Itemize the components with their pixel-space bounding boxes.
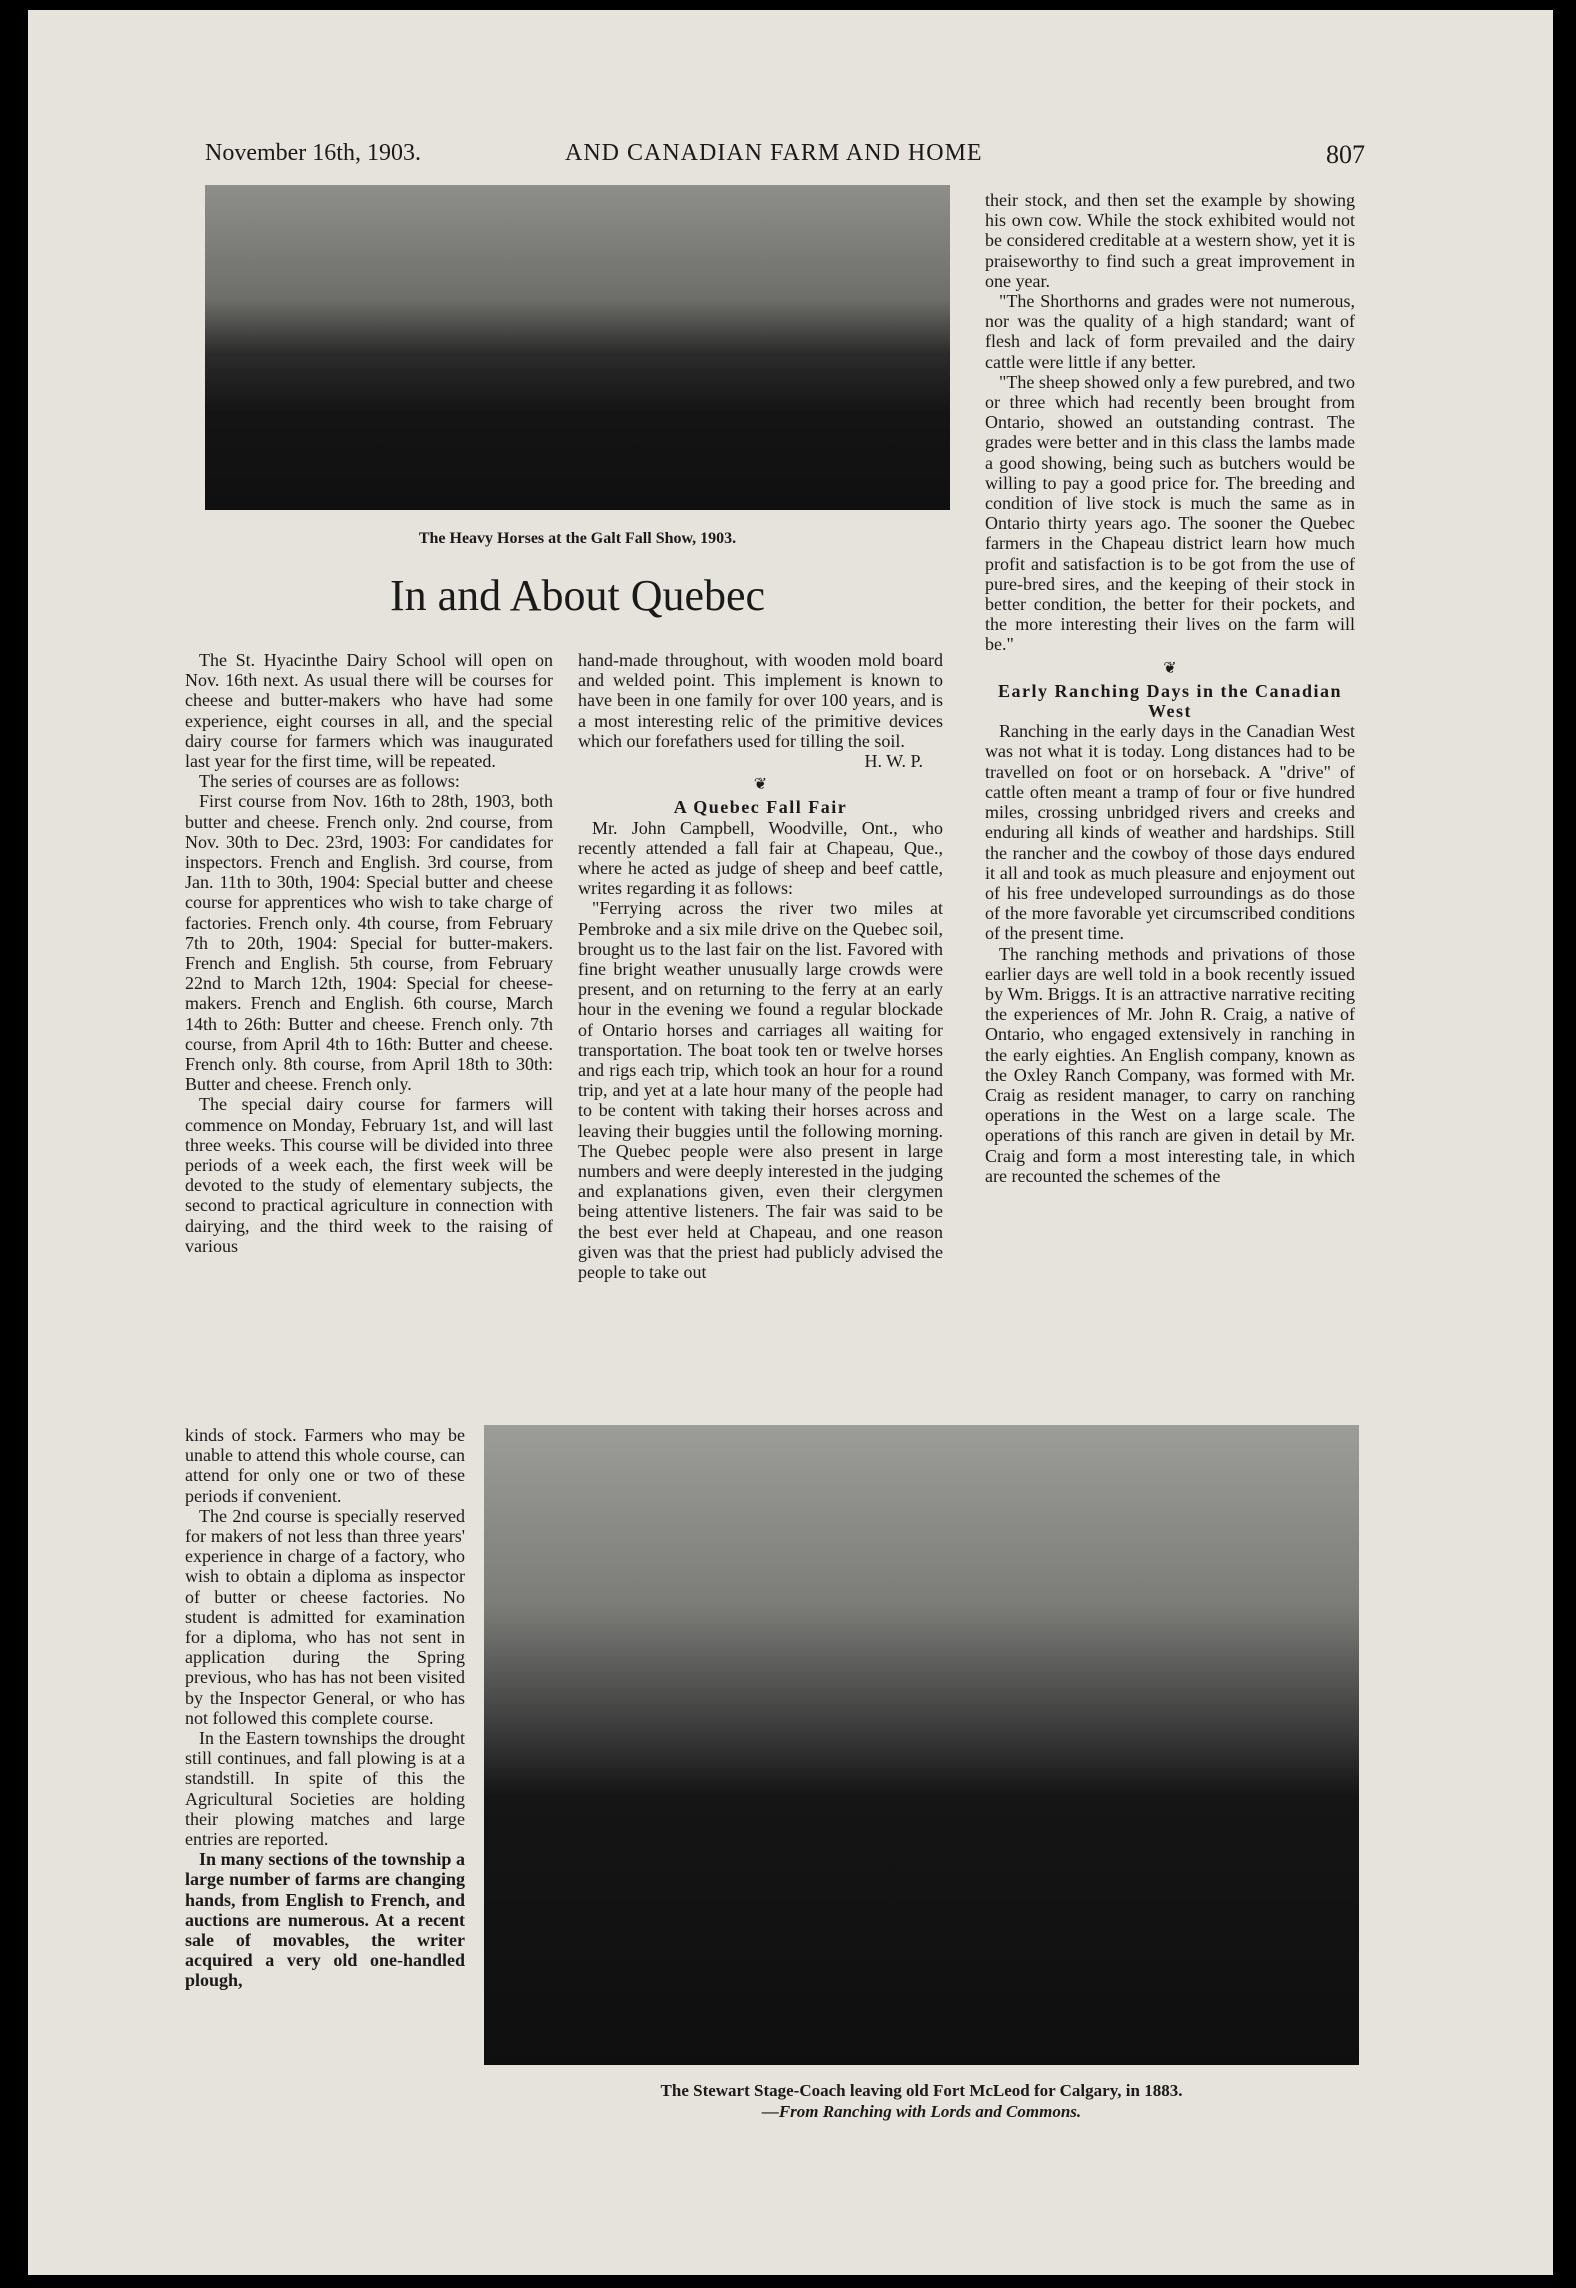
publication-title: AND CANADIAN FARM AND HOME [565,140,983,166]
leaf-ornament-icon: ❦ [1163,659,1177,677]
bottom-photo-caption [484,2080,1359,2122]
paragraph: hand-made throughout, with wooden mold board and welded point. This implement is known to have been in one family for over 100 years, and is a most interesting relic of the primitive devices which our forefathers used for tilling the soil. [578,650,943,751]
paragraph: In many sections of the township a large number of farms are changing hands, from English to French, and auctions are numerous. At a recent sale of movables, the writer acquired a very old one-handled plough, [185,1849,465,1991]
page-number: 807 [1326,140,1365,169]
top-photo-caption: The Heavy Horses at the Galt Fall Show, 1903. [418,530,737,547]
paragraph: In the Eastern townships the drought still continues, and fall plowing is at a standstill. In spite of this the Agricultural Societies are holding their plowing matches and large entries are reported. [185,1728,465,1850]
issue-date: November 16th, 1903. [205,140,421,166]
paragraph: "The sheep showed only a few purebred, and two or three which had recently been brought from Ontario, showed an outstanding contrast. The grades were better and in this class the lambs made a good showing, being such as butchers would be willing to pay a good price for. The breeding and condition of live stock is much the same as in Ontario thirty years ago. The sooner the Quebec farmers in the Chapeau district learn how much profit and satisfaction is to be got from the use of pure-bred sires, and the keeping of their stock in better condition, the better for their pockets, and the more interesting their lives on the farm will be." [985,371,1355,655]
paragraph: their stock, and then set the example by showing his own cow. While the stock exhibited would not be considered creditable at a western show, yet it is praiseworthy to find such a great improvement in one year. [985,190,1355,291]
signature: H. W. P. [864,751,923,772]
paragraph: The ranching methods and privations of those earlier days are well told in a book recently issued by Wm. Briggs. It is an attractive narrative reciting the experiences of Mr. John R. Craig, a native of Ontario, who engaged extensively in ranching in the early eighties. An English company, known as the Oxley Ranch Company, was formed with Mr. Craig as resident manager, to carry on ranching operations in the West on a large scale. The operations of this ranch are given in detail by Mr. Craig and form a most interesting tale, in which are recounted the schemes of the [985,943,1355,1186]
paragraph: The special dairy course for farmers will commence on Monday, February 1st, and will last three weeks. This course will be divided into three periods of a week each, the first week will be devoted to the study of elementary subjects, the second to practical agriculture in connection with dairying, and the third week to the raising of various [185,1094,553,1256]
subhead-quebec-fall-fair: A Quebec Fall Fair [673,797,848,818]
paragraph: The St. Hyacinthe Dairy School will open on Nov. 16th next. As usual there will be courses for cheese and butter-makers who have had some experience, eight courses in all, and the special dairy course for farmers which was inaugurated last year for the first time, will be repeated. [185,650,553,772]
leaf-ornament-icon: ❦ [753,776,768,794]
paragraph: First course from Nov. 16th to 28th, 1903, both butter and cheese. French only. 2nd course, from Nov. 30th to Dec. 23rd, 1903: For candidates for inspectors. French and English. 3rd course, from Jan. 11th to 30th, 1904: Special butter and cheese course for apprentices who wish to take charge of factories. French only. 4th course, from February 7th to 20th, 1904: Special for butter-makers. French and English. 5th course, from February 22nd to March 12th, 1904: Special for cheese-makers. French and English. 6th course, March 14th to 26th: Butter and cheese. French only. 7th course, from April 4th to 16th: Butter and cheese. French only. 8th course, from April 18th to 30th: Butter and cheese. French only. [185,791,553,1095]
column-3 [985,190,1355,1186]
article-headline: In and About Quebec [389,571,766,620]
paragraph: "The Shorthorns and grades were not numerous, nor was the quality of a high standard; want of flesh and lack of form prevailed and the dairy cattle were little if any better. [985,291,1355,372]
paragraph: "Ferrying across the river two miles at Pembroke and a six mile drive on the Quebec soil, brought us to the last fair on the list. Favored with fine bright weather unusually large crowds were present, and on returning to the ferry at an early hour in the evening we found a regular blockade of Ontario horses and carriages all waiting for transportation. The boat took ten or twelve horses and rigs each trip, which took an hour for a round trip, and yet at a late hour many of the people had to be content with taking their horses across and leaving their buggies until the following morning. The Quebec people were also present in large numbers and were deeply interested in the judging and explanations given, even their clergymen being attentive listeners. The fair was said to be the best ever held at Chapeau, and one reason given was that the priest had publicly advised the people to take out [578,898,943,1283]
subhead-early-ranching: Early Ranching Days in the Canadian West [997,680,1343,722]
paragraph: The series of courses are as follows: [199,771,460,792]
paragraph: kinds of stock. Farmers who may be unable to attend this whole course, can attend for only one or two of these periods if convenient. [185,1425,465,1506]
paragraph: Ranching in the early days in the Canadian West was not what it is today. Long distances had to be travelled on foot or on horseback. A "drive" of cattle often meant a tramp of four or five hundred miles, crossing unbridged rivers and creeks and enduring all kinds of weather and hardships. Still the rancher and the cowboy of those days endured it all and took as much pleasure and enjoyment out of his free undeveloped surroundings as do those of the more favorable yet circumscribed conditions of the present time. [985,721,1355,944]
stage-coach-photo [484,1425,1359,2065]
column-2 [578,650,943,1282]
heavy-horses-photo [205,185,950,510]
column-1-continued [185,1425,465,1991]
page-header [205,140,1365,180]
paragraph: Mr. John Campbell, Woodville, Ont., who recently attended a fall fair at Chapeau, Que., where he acted as judge of sheep and beef cattle, writes regarding it as follows: [578,817,943,899]
paragraph: The 2nd course is specially reserved for makers of not less than three years' experience in charge of a factory, who wish to obtain a diploma as inspector of butter or cheese factories. No student is admitted for examination for a diploma, who has not sent in application during the Spring previous, who has has not been visited by the Inspector General, or who has not followed this complete course. [185,1505,465,1728]
column-1 [185,650,553,1256]
caption-line: The Stewart Stage-Coach leaving old Fort McLeod for Calgary, in 1883. [660,2081,1183,2100]
caption-source: —From Ranching with Lords and Commons. [761,2102,1082,2121]
